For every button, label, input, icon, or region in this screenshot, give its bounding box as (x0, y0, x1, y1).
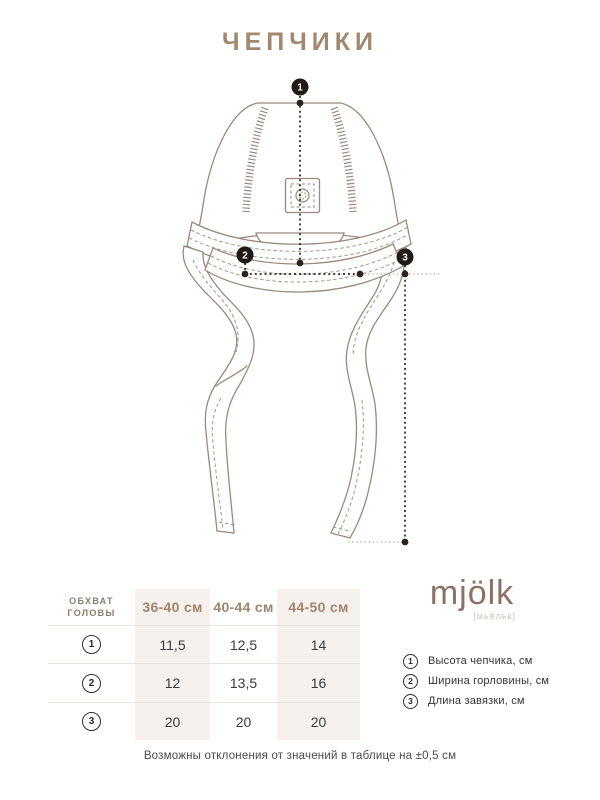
table-cell: 12 (135, 663, 210, 702)
crown-shape (192, 103, 406, 250)
fabric-tag (286, 179, 320, 213)
table-row (48, 702, 135, 740)
size-table (48, 589, 360, 740)
legend-item-neck-width (403, 673, 549, 689)
table-cell: 14 (277, 625, 360, 663)
legend-label-2: Ширина горловины, см (428, 675, 550, 687)
legend-marker-1: 1 (403, 654, 418, 669)
dot-top (297, 100, 304, 107)
page-title: ЧЕПЧИКИ (222, 28, 378, 56)
brand-logo (428, 576, 516, 621)
table-row (48, 663, 135, 702)
dot-neck-center (297, 260, 304, 267)
legend-label-1: Высота чепчика, см (428, 655, 533, 667)
legend-label-3: Длина завязки, см (428, 695, 525, 707)
dot-length-bottom (402, 539, 409, 546)
table-header-size-2: 40-44 см (213, 599, 274, 615)
marker-2-label: 2 (242, 250, 248, 262)
row-2-marker: 2 (82, 674, 101, 693)
header-line-1: ОБХВАТ (69, 595, 114, 606)
bonnet-outline (183, 103, 411, 538)
table-cell: 20 (277, 702, 360, 740)
brand-logo-sub: [мьёльк] (473, 611, 516, 621)
row-3-marker: 3 (82, 712, 101, 731)
marker-1-label: 1 (297, 82, 303, 94)
tolerance-note: Возможны отклонения от значений в таблице на ±0,5 см (143, 750, 457, 762)
table-cell: 16 (277, 663, 360, 702)
dot-width-right (357, 271, 364, 278)
table-cell: 20 (135, 702, 210, 740)
header-line-2: ГОЛОВЫ (67, 608, 116, 618)
bonnet-diagram (130, 70, 480, 590)
marker-3-label: 3 (402, 252, 408, 264)
dot-width-left (242, 271, 249, 278)
legend-marker-2: 2 (403, 674, 418, 689)
table-cell: 20 (210, 702, 277, 740)
legend-item-height (403, 653, 549, 669)
table-row (48, 625, 135, 663)
brand-logo-name: mjölk (429, 574, 515, 612)
table-cell: 12,5 (210, 625, 277, 663)
table-cell: 11,5 (135, 625, 210, 663)
right-tie (331, 248, 404, 538)
legend-item-tie-length (403, 693, 549, 709)
table-cell: 13,5 (210, 663, 277, 702)
measure-legend (403, 653, 549, 713)
table-header-measure (48, 589, 135, 625)
dot-length-top (402, 271, 409, 278)
legend-marker-3: 3 (403, 694, 418, 709)
row-1-marker: 1 (82, 635, 101, 654)
table-header-size-3: 44-50 см (277, 589, 360, 625)
bonnet-sketch (130, 70, 480, 590)
table-header-size-1: 36-40 см (135, 589, 210, 625)
